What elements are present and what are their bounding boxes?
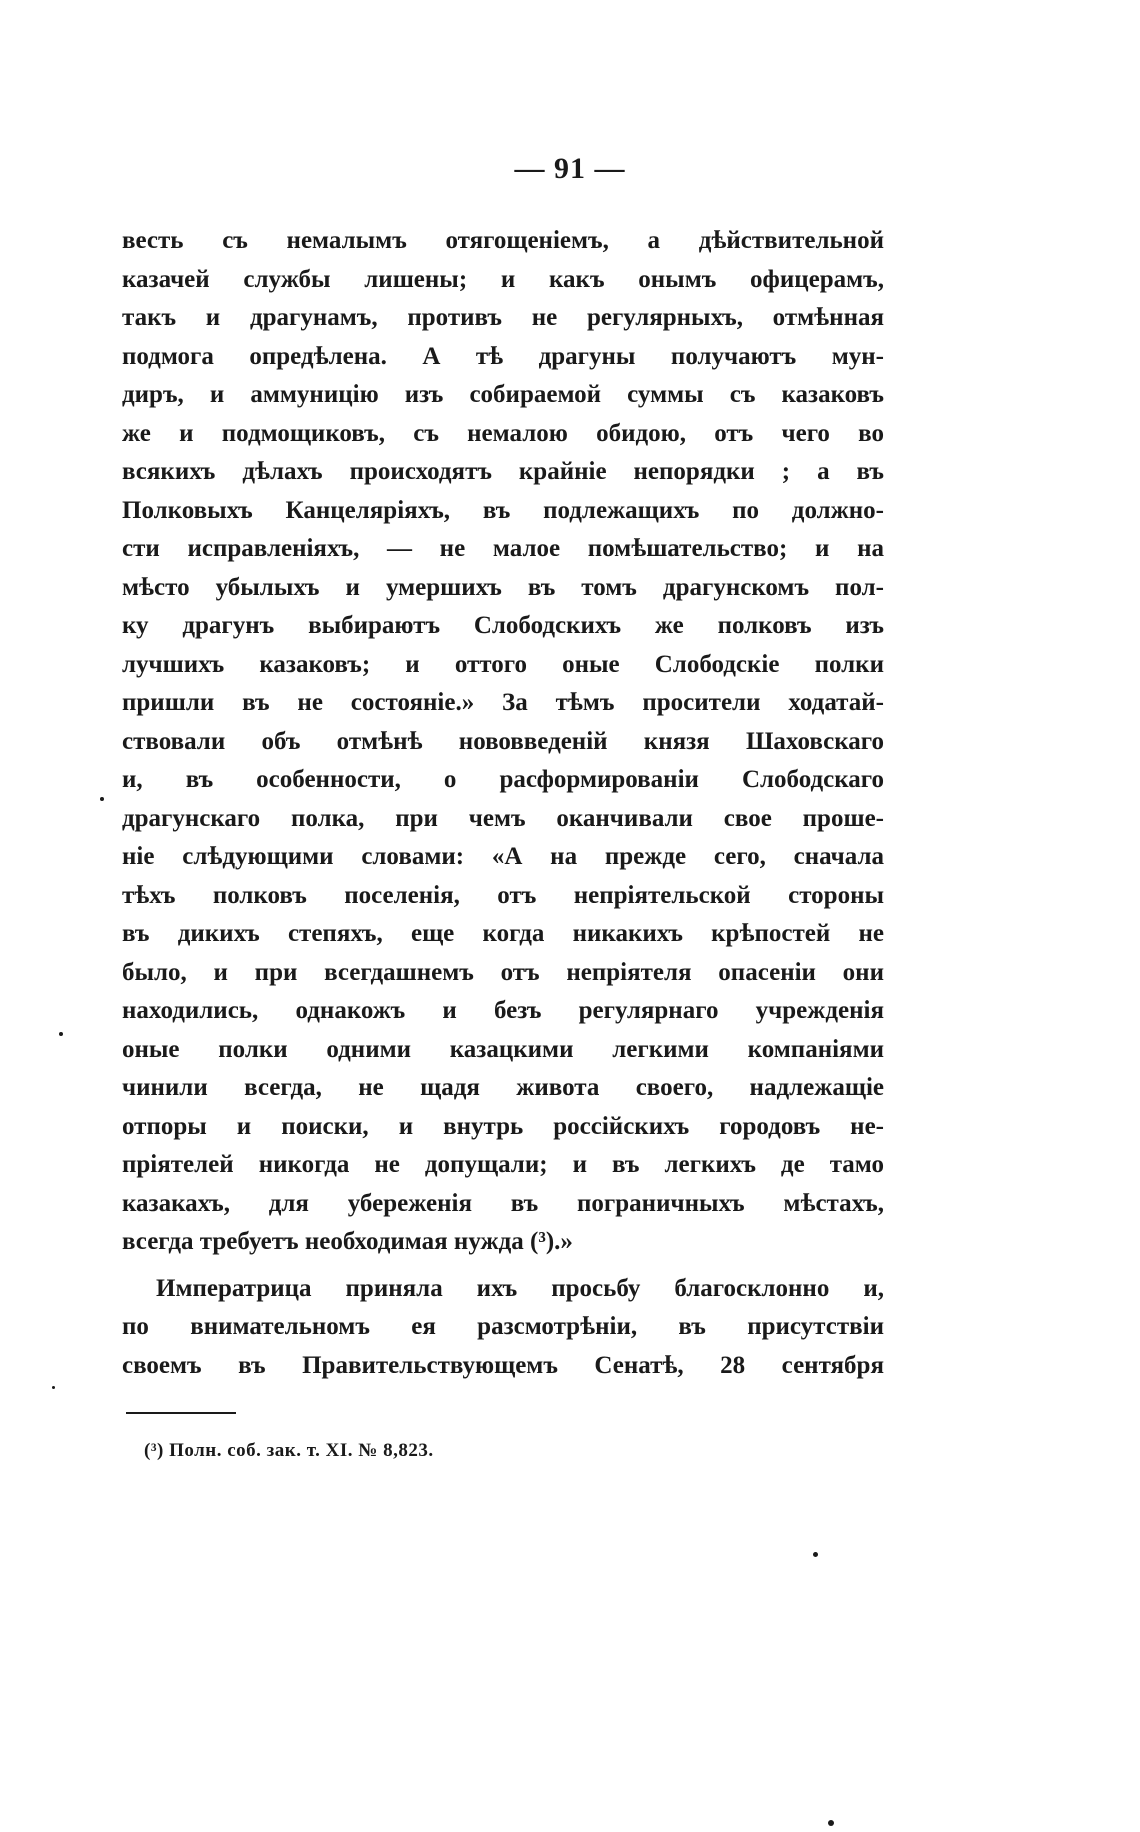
scan-speck xyxy=(100,797,104,801)
text-line: лучшихъ казаковъ; и оттого оные Слободскіе полки xyxy=(122,650,884,678)
text-line: тѣхъ полковъ поселенія, отъ непріятельской стороны xyxy=(122,881,884,909)
text-line: казачей службы лишены; и какъ онымъ офицерамъ, xyxy=(122,265,884,293)
text-line: находились, однакожъ и безъ регулярнаго учрежденія xyxy=(122,997,884,1024)
scan-speck xyxy=(59,1032,63,1036)
text-line: диръ, и аммуницію изъ собираемой суммы съ казаковъ xyxy=(122,381,884,408)
paragraph-gap xyxy=(122,1262,884,1270)
body-text xyxy=(122,222,884,1385)
text-line: пришли въ не состояніе.» За тѣмъ просители ходатай- xyxy=(122,689,884,716)
text-line: подмога опредѣлена. А тѣ драгуны получаютъ мун- xyxy=(122,342,884,370)
text-line: Полковыхъ Канцеляріяхъ, въ подлежащихъ по должно- xyxy=(122,496,884,524)
scan-speck xyxy=(52,1386,55,1389)
text-line: казакахъ, для убереженія въ пограничныхъ мѣстахъ, xyxy=(122,1189,884,1217)
text-line: своемъ въ Правительствующемъ Сенатѣ, 28 сентября xyxy=(122,1351,884,1379)
text-line: по внимательномъ ея разсмотрѣніи, въ присутствіи xyxy=(122,1313,884,1340)
scan-speck xyxy=(813,1552,818,1557)
text-line: въ дикихъ степяхъ, еще когда никакихъ крѣпостей не xyxy=(122,920,884,947)
text-line: оные полки одними казацкими легкими компаніями xyxy=(122,1035,884,1063)
text-line: же и подмощиковъ, съ немалою обидою, отъ чего во xyxy=(122,419,884,447)
text-line: всегда требуетъ необходимая нужда (³).» xyxy=(122,1228,573,1255)
text-line: чинили всегда, не щадя живота своего, надлежащіе xyxy=(122,1074,884,1101)
text-line: ствовали объ отмѣнѣ нововведеній князя Шаховскаго xyxy=(122,727,884,755)
page-number: — 91 — xyxy=(514,152,626,185)
text-line: Императрица приняла ихъ просьбу благосклонно и, xyxy=(156,1274,884,1302)
text-line: мѣсто убылыхъ и умершихъ въ томъ драгунскомъ пол- xyxy=(122,573,884,601)
text-line: ніе слѣдующими словами: «А на прежде сего, сначала xyxy=(122,843,884,870)
text-line: такъ и драгунамъ, противъ не регулярныхъ, отмѣнная xyxy=(122,304,884,331)
text-line: было, и при всегдашнемъ отъ непріятеля опасеніи они xyxy=(122,958,884,986)
footnote-divider xyxy=(126,1412,236,1414)
text-line: драгунскаго полка, при чемъ оканчивали свое проше- xyxy=(122,804,884,832)
scan-speck xyxy=(828,1820,834,1826)
text-line: весть съ немалымъ отягощеніемъ, а дѣйствительной xyxy=(122,227,884,254)
text-line: и, въ особенности, о расформированіи Слободскаго xyxy=(122,766,884,793)
text-line: пріятелей никогда не допущали; и въ легкихъ де тамо xyxy=(122,1151,884,1178)
text-line: отпоры и поиски, и внутрь россійскихъ городовъ не- xyxy=(122,1112,884,1140)
text-line: сти исправленіяхъ, — не малое помѣшательство; и на xyxy=(122,535,884,562)
footnote: (³) Полн. соб. зак. т. XI. № 8,823. xyxy=(144,1440,434,1461)
text-line: всякихъ дѣлахъ происходятъ крайніе непорядки ; а въ xyxy=(122,458,884,485)
text-line: ку драгунъ выбираютъ Слободскихъ же полковъ изъ xyxy=(122,612,884,639)
